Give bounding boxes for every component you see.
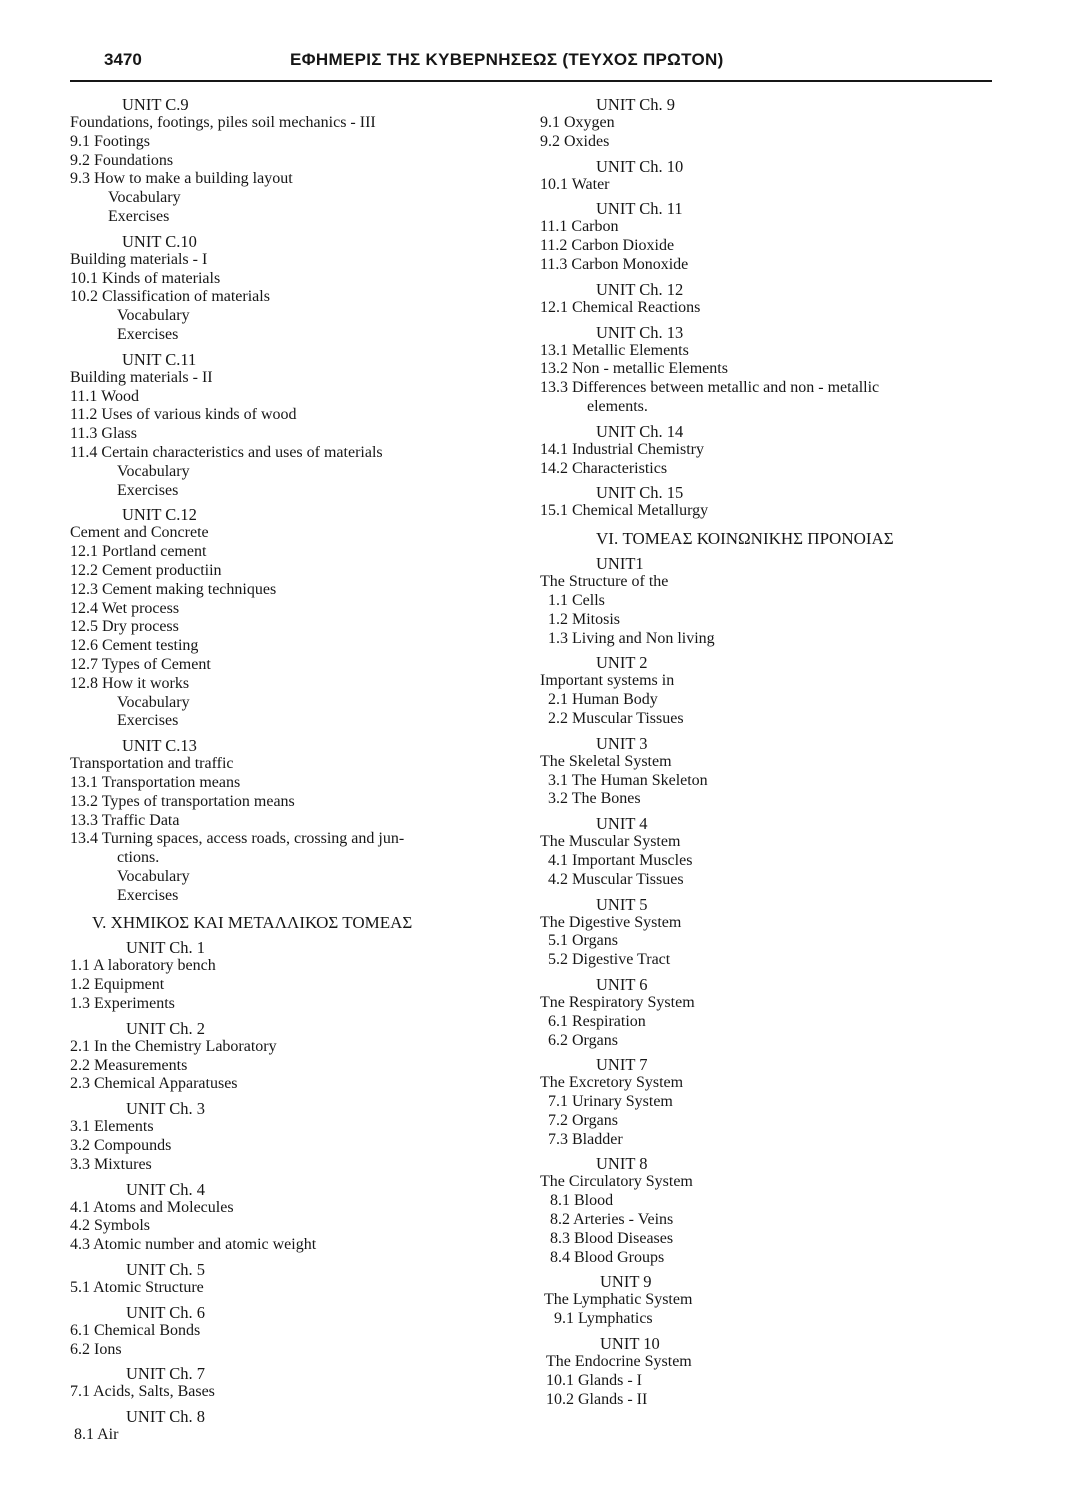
toc-line: Exercises — [117, 712, 179, 730]
page-header — [70, 48, 992, 82]
toc-line: Vocabulary — [117, 693, 190, 711]
toc-line: 9.1 Lymphatics — [554, 1310, 653, 1328]
toc-line: 4.1 Important Muscles — [548, 851, 693, 869]
toc-line: 7.1 Acids, Salts, Bases — [70, 1383, 215, 1401]
toc-line: 13.4 Turning spaces, access roads, crossing and jun- — [70, 830, 405, 848]
toc-line: 11.2 Carbon Dioxide — [540, 237, 675, 255]
toc-line: elements. — [587, 397, 648, 415]
toc-line: Building materials - I — [70, 250, 208, 268]
toc-line: 9.3 How to make a building layout — [70, 170, 293, 188]
toc-line: 1.3 Experiments — [70, 995, 175, 1013]
toc-line: The Skeletal System — [540, 752, 672, 770]
toc-line: 11.1 Wood — [70, 387, 139, 405]
unit-heading: UNIT Ch. 12 — [596, 279, 684, 299]
toc-line: 10.1 Water — [540, 175, 610, 193]
toc-line: Vocabulary — [117, 462, 190, 480]
toc-line: Tne Respiratory System — [540, 993, 695, 1011]
toc-line: 5.1 Atomic Structure — [70, 1279, 204, 1297]
unit-heading: UNIT 5 — [596, 894, 648, 914]
toc-line: 11.3 Glass — [70, 425, 137, 443]
toc-line: 1.3 Living and Non living — [548, 629, 715, 647]
unit-heading: UNIT Ch. 3 — [126, 1099, 205, 1119]
unit-heading: UNIT Ch. 11 — [596, 199, 683, 219]
toc-line: 13.2 Types of transportation means — [70, 792, 295, 810]
toc-line: 4.2 Symbols — [70, 1217, 151, 1235]
toc-line: 9.1 Oxygen — [540, 114, 615, 131]
toc-line: 12.8 How it works — [70, 674, 190, 692]
toc-line: 12.5 Dry process — [70, 618, 179, 636]
unit-heading: UNIT C.12 — [122, 505, 197, 525]
unit-heading: UNIT Ch. 6 — [126, 1302, 205, 1322]
toc-line: 14.2 Characteristics — [540, 459, 668, 477]
toc-line: The Muscular System — [540, 833, 681, 851]
unit-heading: UNIT Ch. 15 — [596, 483, 684, 503]
toc-line: 1.2 Equipment — [70, 976, 165, 994]
unit-heading: UNIT 7 — [596, 1055, 648, 1075]
toc-line: 6.2 Ions — [70, 1340, 122, 1358]
toc-line: 4.3 Atomic number and atomic weight — [70, 1236, 317, 1254]
toc-line: 13.3 Differences between metallic and non - metallic — [540, 379, 880, 397]
unit-heading: UNIT Ch. 2 — [126, 1018, 205, 1038]
toc-line: 9.2 Oxides — [540, 132, 610, 150]
toc-line: Vocabulary — [117, 307, 190, 325]
unit-heading: UNIT Ch. 9 — [596, 95, 675, 114]
toc-line: 12.2 Cement productiin — [70, 561, 222, 579]
toc-line: 4.2 Muscular Tissues — [548, 870, 684, 888]
toc-line: 3.1 Elements — [70, 1118, 154, 1136]
toc-line: 2.2 Muscular Tissues — [548, 709, 684, 727]
toc-line: 12.1 Chemical Reactions — [540, 298, 701, 316]
toc-line: 13.2 Non - metallic Elements — [540, 360, 728, 378]
toc-line: 8.4 Blood Groups — [550, 1248, 665, 1266]
toc-line: 3.3 Mixtures — [70, 1155, 152, 1173]
unit-heading: UNIT 8 — [596, 1154, 648, 1174]
unit-heading: UNIT C.10 — [122, 231, 197, 251]
toc-line: 13.3 Traffic Data — [70, 811, 180, 829]
toc-line: 4.1 Atoms and Molecules — [70, 1198, 234, 1216]
toc-line: The Digestive System — [540, 913, 682, 931]
unit-heading: UNIT Ch. 14 — [596, 421, 684, 441]
page-number: 3470 — [104, 50, 142, 69]
toc-line: The Endocrine System — [546, 1353, 692, 1371]
toc-line: 12.6 Cement testing — [70, 637, 199, 655]
toc-line: 7.2 Organs — [548, 1111, 618, 1129]
toc-line: The Lymphatic System — [544, 1291, 693, 1309]
unit-heading: UNIT Ch. 4 — [126, 1179, 205, 1199]
unit-heading: UNIT Ch. 7 — [126, 1364, 205, 1384]
unit-heading: UNIT C.11 — [122, 349, 197, 369]
toc-line: 15.1 Chemical Metallurgy — [540, 502, 709, 520]
toc-line: Exercises — [117, 325, 179, 343]
toc-line: Important systems in — [540, 672, 675, 690]
section-heading: VI. ΤΟΜΕΑΣ ΚΟΙΝΩΝΙΚΗΣ ΠΡΟΝΟΙΑΣ — [596, 529, 894, 549]
toc-line: 7.3 Bladder — [548, 1130, 623, 1148]
unit-heading: UNIT 10 — [600, 1334, 660, 1354]
toc-line: 6.2 Organs — [548, 1031, 618, 1049]
unit-heading: UNIT C.9 — [122, 95, 189, 114]
toc-line: 12.4 Wet process — [70, 599, 180, 617]
toc-line: 9.1 Footings — [70, 132, 151, 150]
toc-line: 12.3 Cement making techniques — [70, 580, 277, 598]
toc-line: 1.1 Cells — [548, 591, 605, 609]
toc-line: Exercises — [117, 886, 179, 904]
toc-line: The Circulatory System — [540, 1173, 693, 1191]
unit-heading: UNIT 9 — [600, 1272, 652, 1292]
toc-line: 8.3 Blood Diseases — [550, 1229, 674, 1247]
toc-line: 5.2 Digestive Tract — [548, 951, 671, 969]
unit-heading: UNIT Ch. 13 — [596, 322, 684, 342]
toc-line: 2.2 Measurements — [70, 1056, 188, 1074]
toc-line: 3.1 The Human Skeleton — [548, 771, 708, 789]
toc-line: Building materials - II — [70, 368, 213, 386]
toc-line: 12.7 Types of Cement — [70, 655, 211, 673]
toc-line: 9.2 Foundations — [70, 151, 174, 169]
toc-line: Foundations, footings, piles soil mechanics - III — [70, 114, 376, 131]
unit-heading: UNIT 2 — [596, 653, 648, 673]
toc-line: Vocabulary — [108, 189, 181, 207]
toc-line: Exercises — [108, 207, 170, 225]
toc-line: Cement and Concrete — [70, 524, 209, 542]
toc-line: 13.1 Metallic Elements — [540, 341, 689, 359]
toc-line: 11.3 Carbon Monoxide — [540, 255, 689, 273]
toc-line: 12.1 Portland cement — [70, 543, 207, 561]
toc-line: 3.2 Compounds — [70, 1137, 172, 1155]
toc-line: Transportation and traffic — [70, 755, 234, 773]
right-column — [540, 90, 1000, 1409]
toc-line: 7.1 Urinary System — [548, 1093, 673, 1111]
toc-line: 11.2 Uses of various kinds of wood — [70, 406, 297, 424]
toc-line: 6.1 Chemical Bonds — [70, 1321, 201, 1339]
toc-line: 10.1 Glands - I — [546, 1371, 642, 1389]
unit-heading: UNIT Ch. 8 — [126, 1407, 205, 1427]
journal-title: ΕΦΗΜΕΡΙΣ ΤΗΣ ΚΥΒΕΡΝΗΣΕΩΣ (ΤΕΥΧΟΣ ΠΡΩΤΟΝ) — [290, 50, 724, 69]
toc-line: 11.1 Carbon — [540, 218, 619, 236]
unit-heading: UNIT Ch. 1 — [126, 938, 205, 958]
toc-line: 10.2 Glands - II — [546, 1390, 648, 1408]
toc-line: Exercises — [117, 481, 179, 499]
unit-heading: UNIT Ch. 10 — [596, 156, 684, 176]
toc-line: 2.1 Human Body — [548, 691, 658, 709]
toc-line: 8.1 Air — [74, 1426, 119, 1444]
unit-heading: UNIT 3 — [596, 733, 648, 753]
toc-line: 10.2 Classification of materials — [70, 288, 270, 306]
toc-line: 14.1 Industrial Chemistry — [540, 440, 704, 458]
unit-heading: UNIT 6 — [596, 974, 648, 994]
toc-line: 8.2 Arteries - Veins — [550, 1211, 674, 1229]
left-column — [70, 90, 510, 1445]
toc-line: 10.1 Kinds of materials — [70, 269, 221, 287]
toc-line: 2.1 In the Chemistry Laboratory — [70, 1037, 277, 1055]
toc-line: Vocabulary — [117, 867, 190, 885]
toc-line: 8.1 Blood — [550, 1192, 614, 1210]
toc-line: 5.1 Organs — [548, 932, 618, 950]
toc-line: The Structure of the — [540, 573, 669, 591]
toc-line: The Excretory System — [540, 1074, 684, 1092]
toc-line: 13.1 Transportation means — [70, 773, 241, 791]
unit-heading: UNIT C.13 — [122, 736, 197, 756]
toc-line: 6.1 Respiration — [548, 1012, 646, 1030]
toc-line: 1.1 A laboratory bench — [70, 957, 216, 975]
toc-line: 1.2 Mitosis — [548, 610, 621, 628]
toc-line: ctions. — [117, 849, 160, 867]
toc-line: 2.3 Chemical Apparatuses — [70, 1075, 238, 1093]
section-heading: V. ΧΗΜΙΚΟΣ ΚΑΙ ΜΕΤΑΛΛΙΚΟΣ ΤΟΜΕΑΣ — [92, 913, 413, 933]
unit-heading: UNIT1 — [596, 554, 644, 574]
unit-heading: UNIT 4 — [596, 814, 648, 834]
toc-line: 11.4 Certain characteristics and uses of materials — [70, 443, 383, 461]
toc-line: 3.2 The Bones — [548, 790, 641, 808]
unit-heading: UNIT Ch. 5 — [126, 1260, 205, 1280]
